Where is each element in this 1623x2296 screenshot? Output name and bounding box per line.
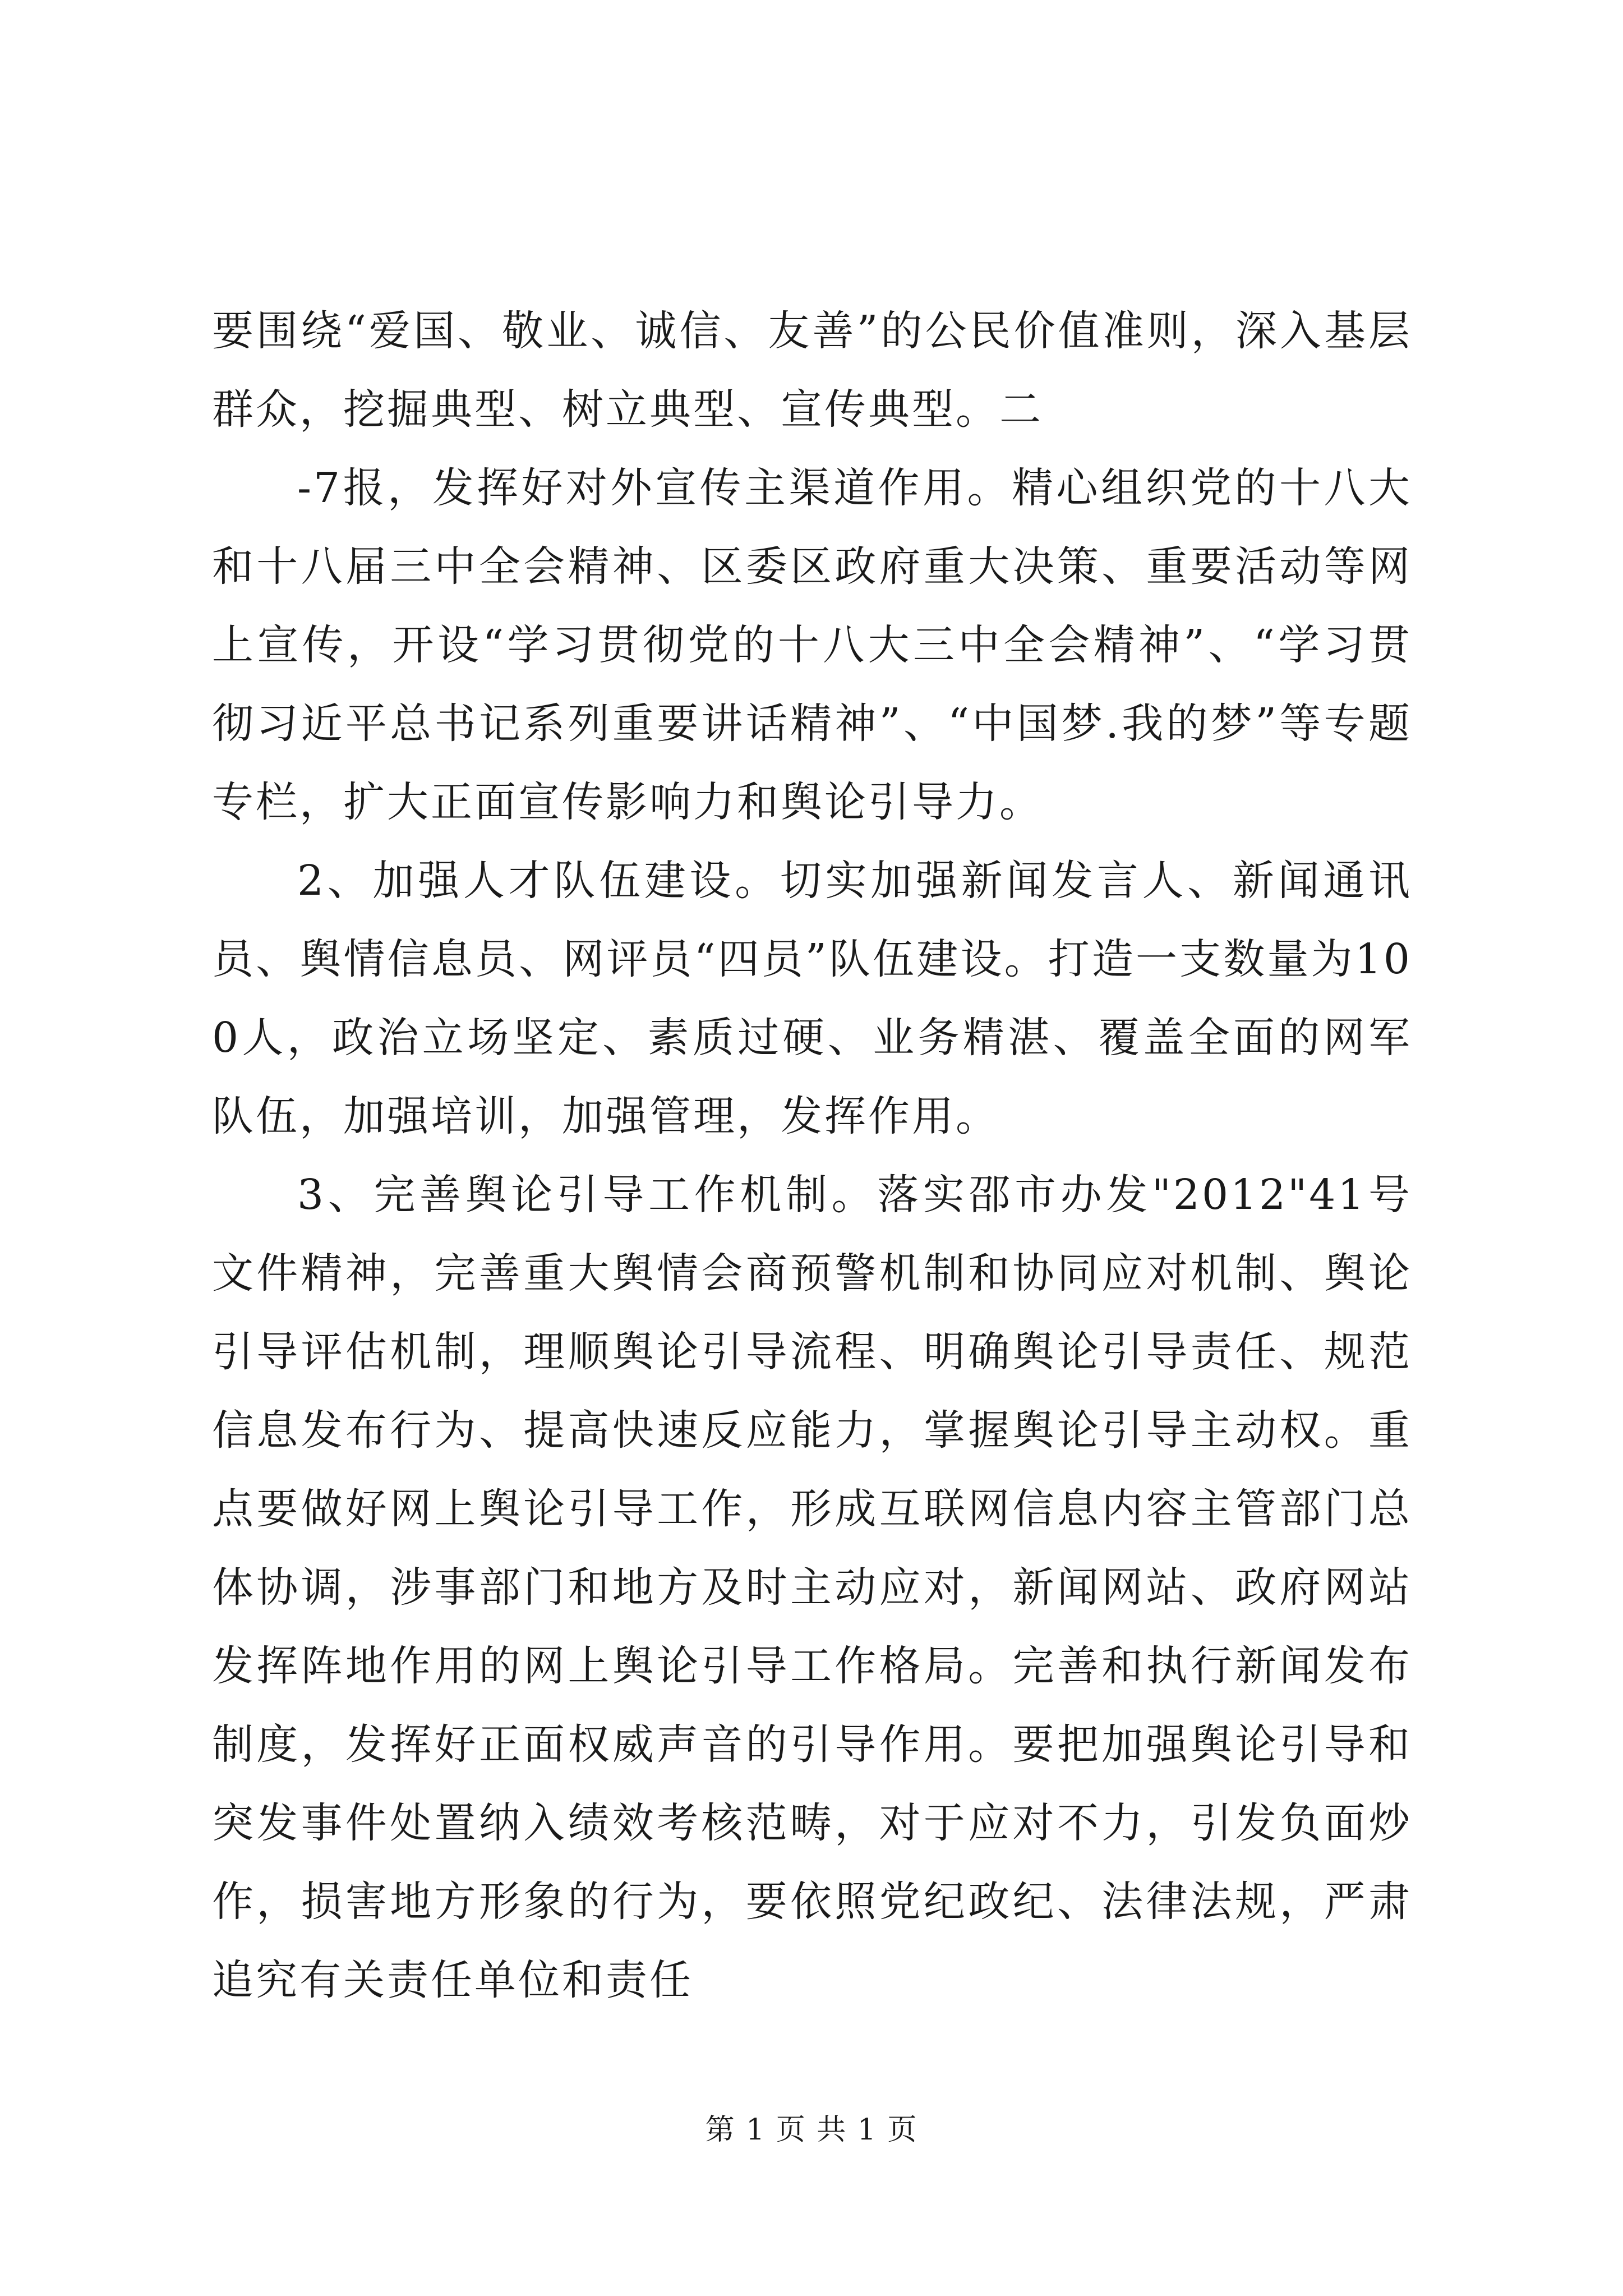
page-footer: 第 1 页 共 1 页: [705, 2113, 918, 2147]
paragraph-1: 要围绕“爱国、敬业、诚信、友善”的公民价值准则，深入基层群众，挖掘典型、树立典型、宣传典型。二: [212, 307, 1412, 434]
document-body: [212, 292, 1412, 2019]
paragraph-3: 2、加强人才队伍建设。切实加强新闻发言人、新闻通讯员、舆情信息员、网评员“四员”队伍建设。打造一支数量为100人，政治立场坚定、素质过硬、业务精湛、覆盖全面的网军队伍，加强培训，加强管理，发挥作用。: [212, 857, 1412, 1140]
paragraph-2: -7报，发挥好对外宣传主渠道作用。精心组织党的十八大和十八届三中全会精神、区委区政府重大决策、重要活动等网上宣传，开设“学习贯彻党的十八大三中全会精神”、“学习贯彻习近平总书记系列重要讲话精神”、“中国梦.我的梦”等专题专栏，扩大正面宣传影响力和舆论引导力。: [212, 464, 1412, 826]
paragraph-4: 3、完善舆论引导工作机制。落实邵市办发"2012"41号文件精神，完善重大舆情会商预警机制和协同应对机制、舆论引导评估机制，理顺舆论引导流程、明确舆论引导责任、规范信息发布行为、提高快速反应能力，掌握舆论引导主动权。重点要做好网上舆论引导工作，形成互联网信息内容主管部门总体协调，涉事部门和地方及时主动应对，新闻网站、政府网站发挥阵地作用的网上舆论引导工作格局。完善和执行新闻发布制度，发挥好正面权威声音的引导作用。要把加强舆论引导和突发事件处置纳入绩效考核范畴，对于应对不力，引发负面炒作，损害地方形象的行为，要依照党纪政纪、法律法规，严肃追究有关责任单位和责任: [212, 1171, 1412, 2004]
